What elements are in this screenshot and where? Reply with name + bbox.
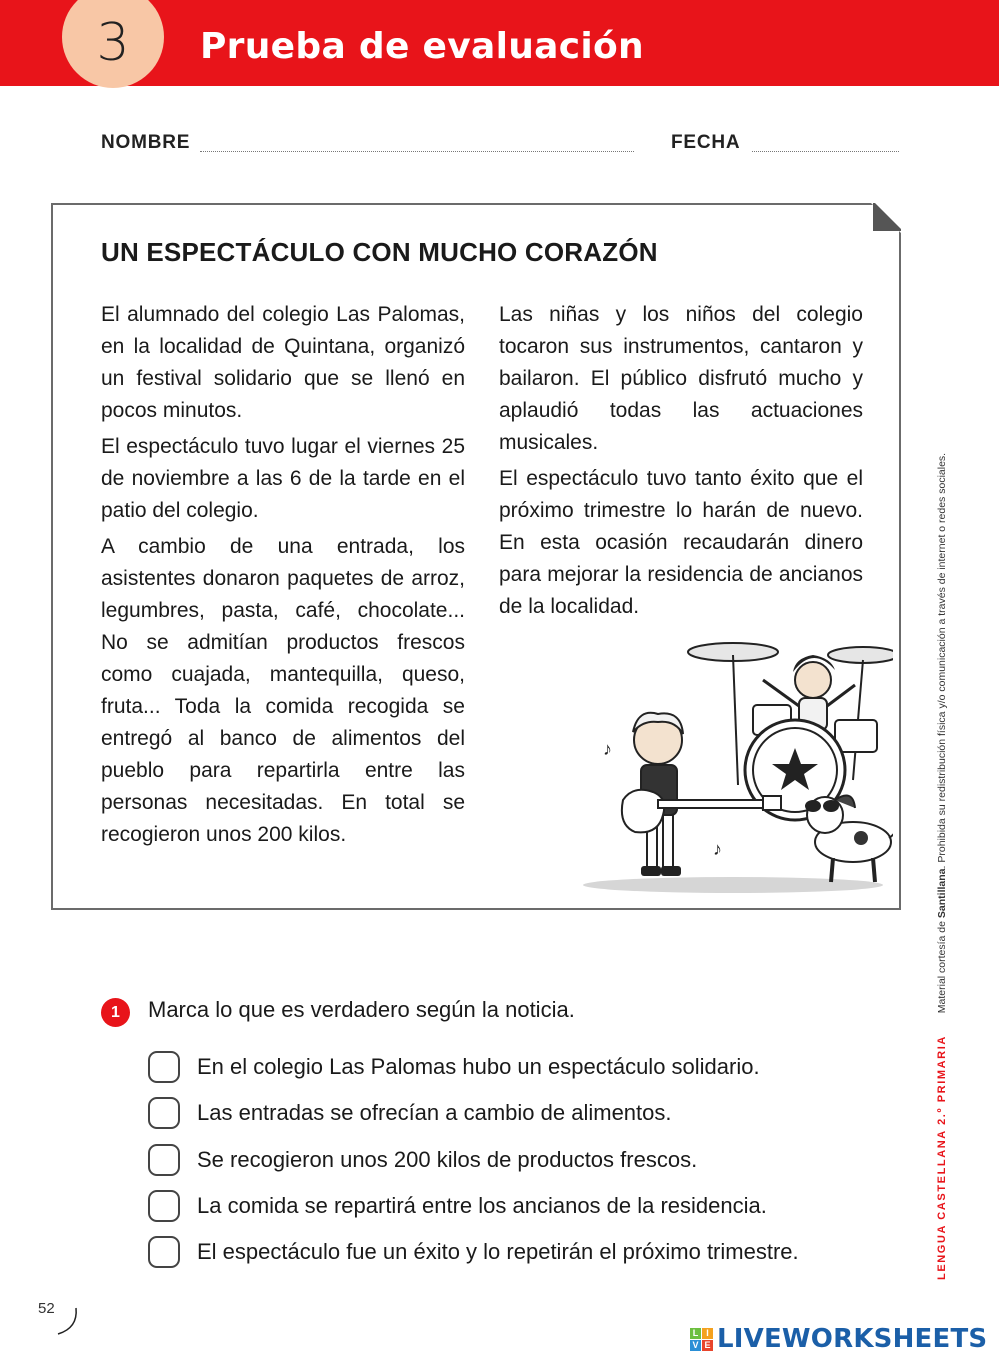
subject-label: LENGUA CASTELLANA 2.º PRIMARIA <box>936 1035 948 1280</box>
reading-paragraph: El espectáculo tuvo lugar el viernes 25 de noviembre a las 6 de la tarde en el patio del colegio. <box>101 435 465 522</box>
logo-letter: V <box>690 1340 701 1351</box>
reading-title: UN ESPECTÁCULO CON MUCHO CORAZÓN <box>101 237 658 267</box>
reading-box <box>51 203 901 910</box>
answer-option <box>148 1188 767 1224</box>
answer-option-text: En el colegio Las Palomas hubo un espectáculo solidario. <box>197 1054 760 1079</box>
svg-text:♪: ♪ <box>713 839 722 859</box>
liveworksheets-icon <box>690 1328 713 1351</box>
header-bar <box>0 0 999 86</box>
answer-checkbox[interactable] <box>148 1190 180 1222</box>
unit-number-badge <box>62 0 164 88</box>
reading-paragraph: A cambio de una entrada, los asistentes donaron paquetes de arroz, legumbres, pasta, café, chocolate... No se admitían productos frescos como cuajada, mantequilla, queso, fruta... Toda la comida recogida se entregó al banco de alimentos del pueblo para repartirla entre las personas necesitadas. En total se recogieron unos 200 kilos. <box>101 535 465 846</box>
reading-paragraph: Las niñas y los niños del colegio tocaron sus instrumentos, cantaron y bailaron. El público disfrutó mucho y aplaudió todas las actuaciones musicales. <box>499 303 863 454</box>
liveworksheets-text: LIVEWORKSHEETS <box>717 1324 988 1354</box>
answer-checkbox[interactable] <box>148 1236 180 1268</box>
page-number: 52 <box>38 1300 55 1317</box>
band-illustration-icon <box>563 610 893 900</box>
answer-option <box>148 1049 760 1085</box>
date-label: FECHA <box>671 132 741 153</box>
logo-letter: I <box>702 1328 713 1339</box>
reading-paragraph: El espectáculo tuvo tanto éxito que el próximo trimestre lo harán de nuevo. En esta ocasión recaudarán dinero para mejorar la residencia de ancianos de la localidad. <box>499 467 863 618</box>
answer-option <box>148 1095 672 1131</box>
answer-checkbox[interactable] <box>148 1051 180 1083</box>
vertical-side-note <box>936 453 948 1280</box>
logo-letter: L <box>690 1328 701 1339</box>
logo-letter: E <box>702 1340 713 1351</box>
reading-right-column <box>499 299 863 627</box>
answer-option-text: Se recogieron unos 200 kilos de productos frescos. <box>197 1147 698 1172</box>
legal-brand: Santillana <box>936 868 948 919</box>
page-fold-icon <box>871 203 901 233</box>
answer-option <box>148 1234 799 1270</box>
reading-left-column <box>101 299 465 855</box>
legal-prefix: Material cortesía de <box>936 918 948 1014</box>
answer-option <box>148 1142 697 1178</box>
page-title: Prueba de evaluación <box>200 26 644 67</box>
legal-suffix: . Prohibida su redistribución física y/o comunicación a través de internet o redes sociales. <box>936 452 948 869</box>
answer-option-text: Las entradas se ofrecían a cambio de alimentos. <box>197 1100 672 1125</box>
answer-checkbox[interactable] <box>148 1144 180 1176</box>
reading-paragraph: El alumnado del colegio Las Palomas, en la localidad de Quintana, organizó un festival solidario que se llenó en pocos minutos. <box>101 303 465 422</box>
svg-text:♪: ♪ <box>603 739 612 759</box>
activity-number-badge: 1 <box>101 998 130 1027</box>
unit-number: 3 <box>96 13 130 73</box>
answer-option-text: El espectáculo fue un éxito y lo repetirán el próximo trimestre. <box>197 1239 799 1264</box>
date-field[interactable] <box>752 151 899 152</box>
liveworksheets-logo[interactable] <box>690 1324 987 1354</box>
answer-checkbox[interactable] <box>148 1097 180 1129</box>
page-corner-curve-icon <box>56 1306 80 1336</box>
name-field[interactable] <box>200 151 634 152</box>
name-label: NOMBRE <box>101 132 191 153</box>
answer-option-text: La comida se repartirá entre los ancianos de la residencia. <box>197 1193 767 1218</box>
activity-instruction: Marca lo que es verdadero según la noticia. <box>148 997 575 1022</box>
